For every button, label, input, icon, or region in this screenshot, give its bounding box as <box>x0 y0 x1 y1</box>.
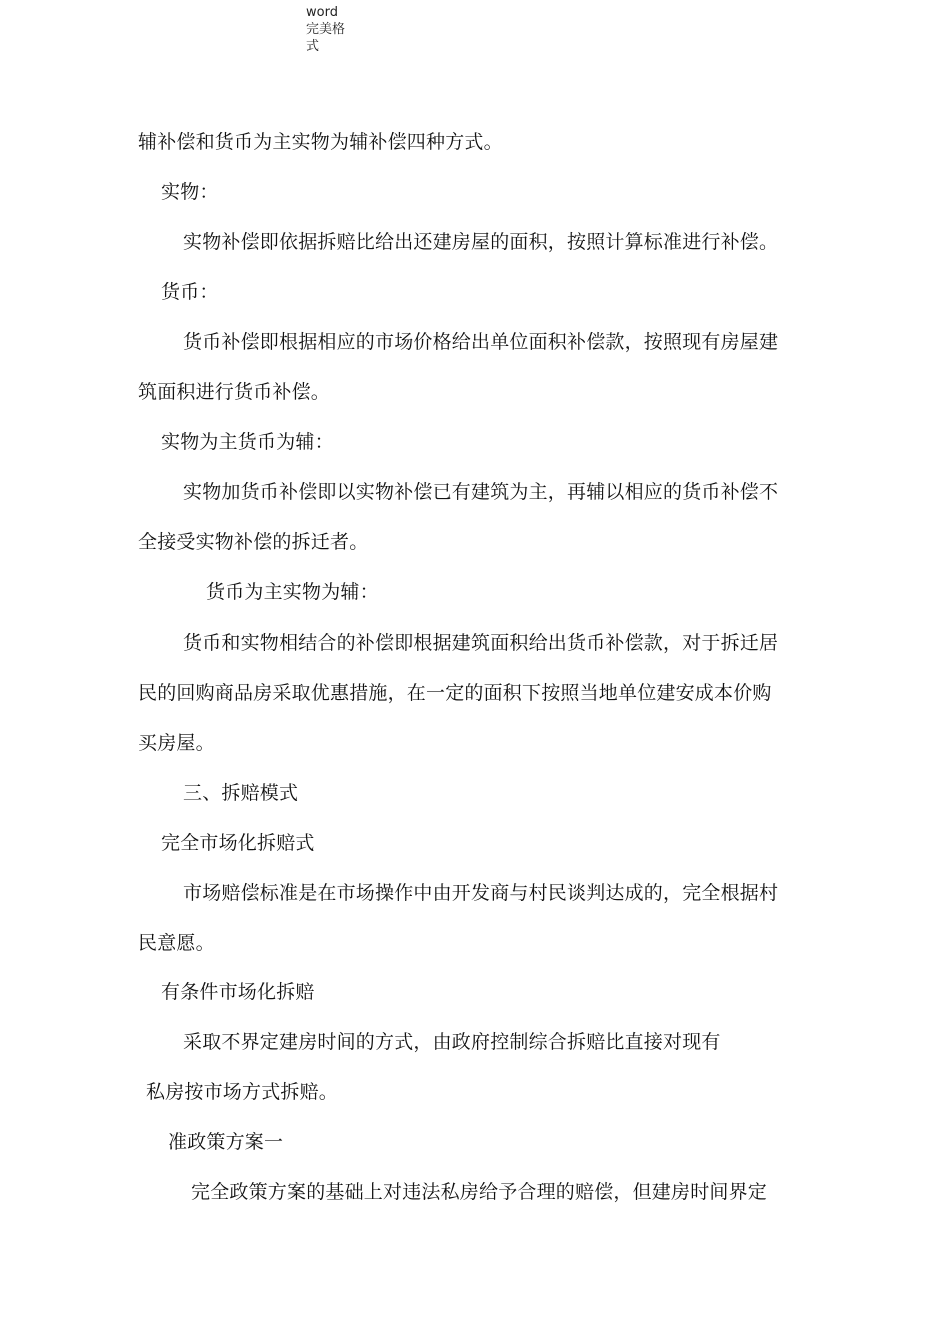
paragraph-line: 筑面积进行货币补偿。 <box>138 381 331 403</box>
subheading-conditional-market: 有条件市场化拆赔 <box>161 981 315 1003</box>
paragraph-line: 辅补偿和货币为主实物为辅补偿四种方式。 <box>138 131 503 153</box>
paragraph-line: 市场赔偿标准是在市场操作中由开发商与村民谈判达成的，完全根据村 <box>183 882 779 904</box>
paragraph-line: 全接受实物补偿的拆迁者。 <box>138 531 369 553</box>
paragraph-line: 买房屋。 <box>138 732 215 754</box>
subheading-quasi-policy: 准政策方案一 <box>168 1131 284 1153</box>
subheading-physical-main: 实物为主货币为辅： <box>161 431 334 453</box>
paragraph-line: 民意愿。 <box>138 932 215 954</box>
paragraph-line: 货币补偿即根据相应的市场价格给出单位面积补偿款，按照现有房屋建 <box>183 331 779 353</box>
paragraph-line: 实物补偿即依据拆赔比给出还建房屋的面积，按照计算标准进行补偿。 <box>183 231 779 253</box>
paragraph-line: 完全政策方案的基础上对违法私房给予合理的赔偿，但建房时间界定 <box>191 1181 768 1203</box>
subheading-currency-main: 货币为主实物为辅： <box>206 581 379 603</box>
header-note-line-1: word <box>306 5 338 20</box>
header-note-line-2: 完美格 <box>306 22 346 37</box>
paragraph-line: 私房按市场方式拆赔。 <box>146 1081 339 1103</box>
paragraph-line: 采取不界定建房时间的方式，由政府控制综合拆赔比直接对现有 <box>183 1031 721 1053</box>
paragraph-line: 民的回购商品房采取优惠措施，在一定的面积下按照当地单位建安成本价购 <box>138 682 772 704</box>
paragraph-line: 货币和实物相结合的补偿即根据建筑面积给出货币补偿款，对于拆迁居 <box>183 632 779 654</box>
subheading-currency: 货币： <box>161 281 219 303</box>
header-note-line-3: 式 <box>306 39 320 54</box>
header-watermark-note <box>306 4 354 55</box>
paragraph-line: 实物加货币补偿即以实物补偿已有建筑为主，再辅以相应的货币补偿不 <box>183 481 779 503</box>
subheading-physical: 实物： <box>161 181 219 203</box>
section-heading: 三、拆赔模式 <box>183 782 299 804</box>
subheading-full-market: 完全市场化拆赔式 <box>161 832 315 854</box>
